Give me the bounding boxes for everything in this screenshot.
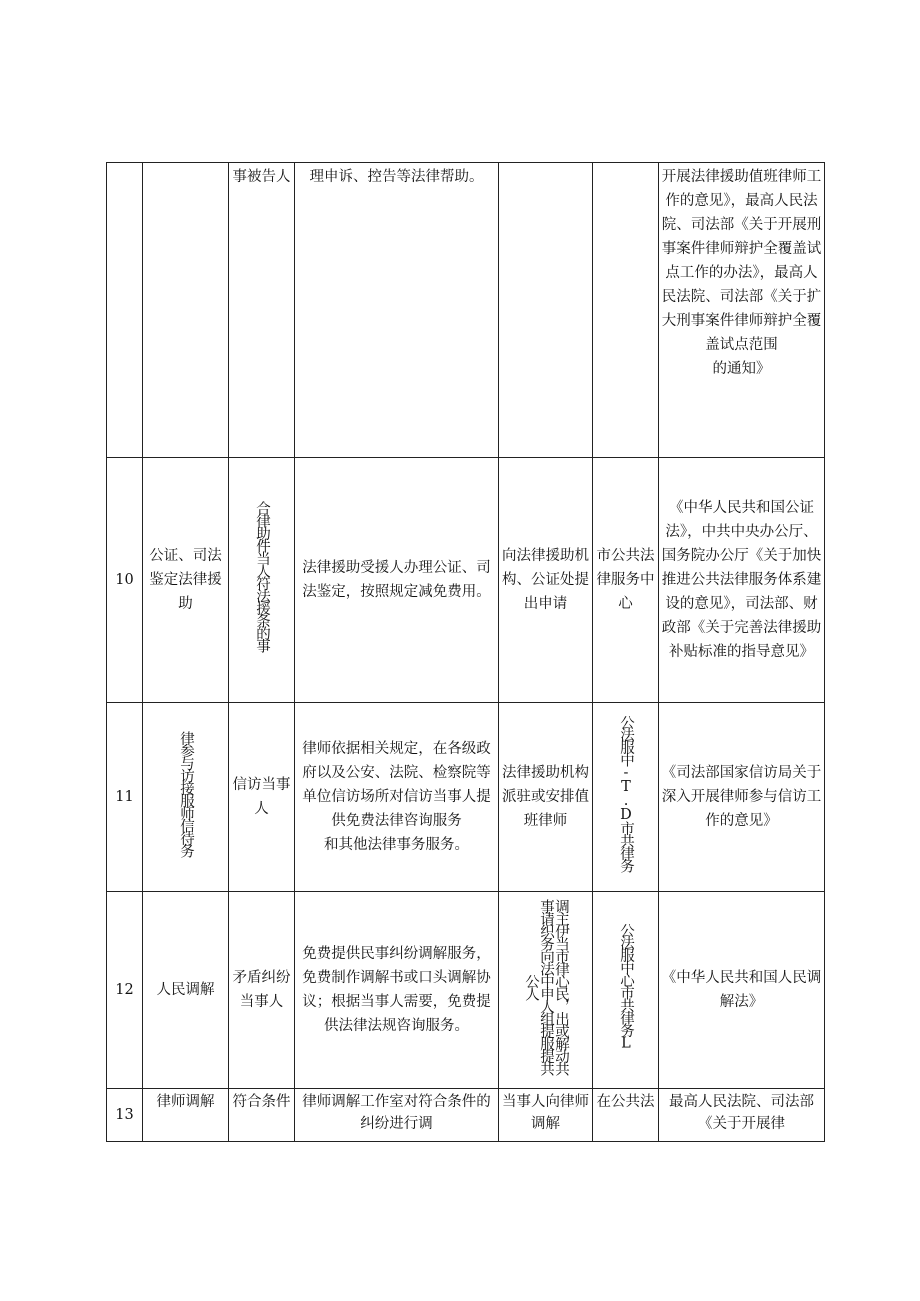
service-content: 免费提供民事纠纷调解服务，免费制作调解书或口头调解协议；根据当事人需要，免费提供法律法规咨询服务。 xyxy=(295,892,499,1089)
service-unit: 公法服中心市共律务L xyxy=(618,922,634,1050)
row-number: 11 xyxy=(107,703,143,892)
legal-basis: 最高人民法院、司法部《关于开展律 xyxy=(659,1089,825,1142)
service-unit: 市公共法律服务中心 xyxy=(593,458,659,703)
service-content: 法律援助受援人办理公证、司法鉴定，按照规定减免费用。 xyxy=(295,458,499,703)
apply-method: 当事人向律师调解 xyxy=(499,1089,593,1142)
service-target-cell xyxy=(229,458,295,703)
service-item: 律师调解 xyxy=(143,1089,229,1142)
legal-basis: 开展法律援助值班律师工作的意见》，最高人民法院、司法部《关于开展刑事案件律师辩护全覆盖试点工作的办法》，最高人民法院、司法部《关于扩大刑事案件律师辩护全覆盖试点范围 的通知》 xyxy=(659,163,825,458)
service-unit-cell xyxy=(593,703,659,892)
apply-method: 法律援助机构派驻或安排值班律师 xyxy=(499,703,593,892)
service-target: 信访当事人 xyxy=(229,703,295,892)
service-item-cell xyxy=(143,703,229,892)
legal-services-table xyxy=(106,162,825,1142)
table-row xyxy=(107,163,825,458)
apply-method xyxy=(499,163,593,458)
service-target: 合律助件当人符法援条的事 xyxy=(254,501,270,651)
row-number: 13 xyxy=(107,1089,143,1142)
service-target: 符合条件 xyxy=(229,1089,295,1142)
service-content: 律师依据相关规定，在各级政府以及公安、法院、检察院等单位信访场所对信访当事人提供免费法律咨询服务 和其他法律事务服务。 xyxy=(295,703,499,892)
table-row xyxy=(107,1089,825,1142)
apply-method: 调主伊当市律心民，出或解动共事请织务向法中申人组提服提共公人 xyxy=(523,898,569,1074)
service-item xyxy=(143,163,229,458)
table-row xyxy=(107,703,825,892)
service-unit: 公法服中-T.D市共律务 xyxy=(618,715,634,871)
row-number: 12 xyxy=(107,892,143,1089)
apply-method: 向法律援助机构、公证处提出申请 xyxy=(499,458,593,703)
table-row xyxy=(107,892,825,1089)
table-row xyxy=(107,458,825,703)
legal-basis: 《司法部国家信访局关于深入开展律师参与信访工作的意见》 xyxy=(659,703,825,892)
service-unit xyxy=(593,163,659,458)
service-unit: 在公共法 xyxy=(593,1089,659,1142)
service-unit-cell xyxy=(593,892,659,1089)
service-item: 人民调解 xyxy=(143,892,229,1089)
service-target: 矛盾纠纷当事人 xyxy=(229,892,295,1089)
service-item: 律参与访接服师信待务 xyxy=(178,730,194,856)
service-content: 理申诉、控告等法律帮助。 xyxy=(295,163,499,458)
legal-basis: 《中华人民共和国公证法》，中共中央办公厅、国务院办公厅《关于加快推进公共法律服务体系建设的意见》，司法部、财政部《关于完善法律援助补贴标准的指导意见》 xyxy=(659,458,825,703)
row-number xyxy=(107,163,143,458)
service-content: 律师调解工作室对符合条件的纠纷进行调 xyxy=(295,1089,499,1142)
apply-method-cell xyxy=(499,892,593,1089)
row-number: 10 xyxy=(107,458,143,703)
service-target: 事被告人 xyxy=(229,163,295,458)
service-item: 公证、司法鉴定法律援助 xyxy=(143,458,229,703)
legal-basis: 《中华人民共和国人民调解法》 xyxy=(659,892,825,1089)
